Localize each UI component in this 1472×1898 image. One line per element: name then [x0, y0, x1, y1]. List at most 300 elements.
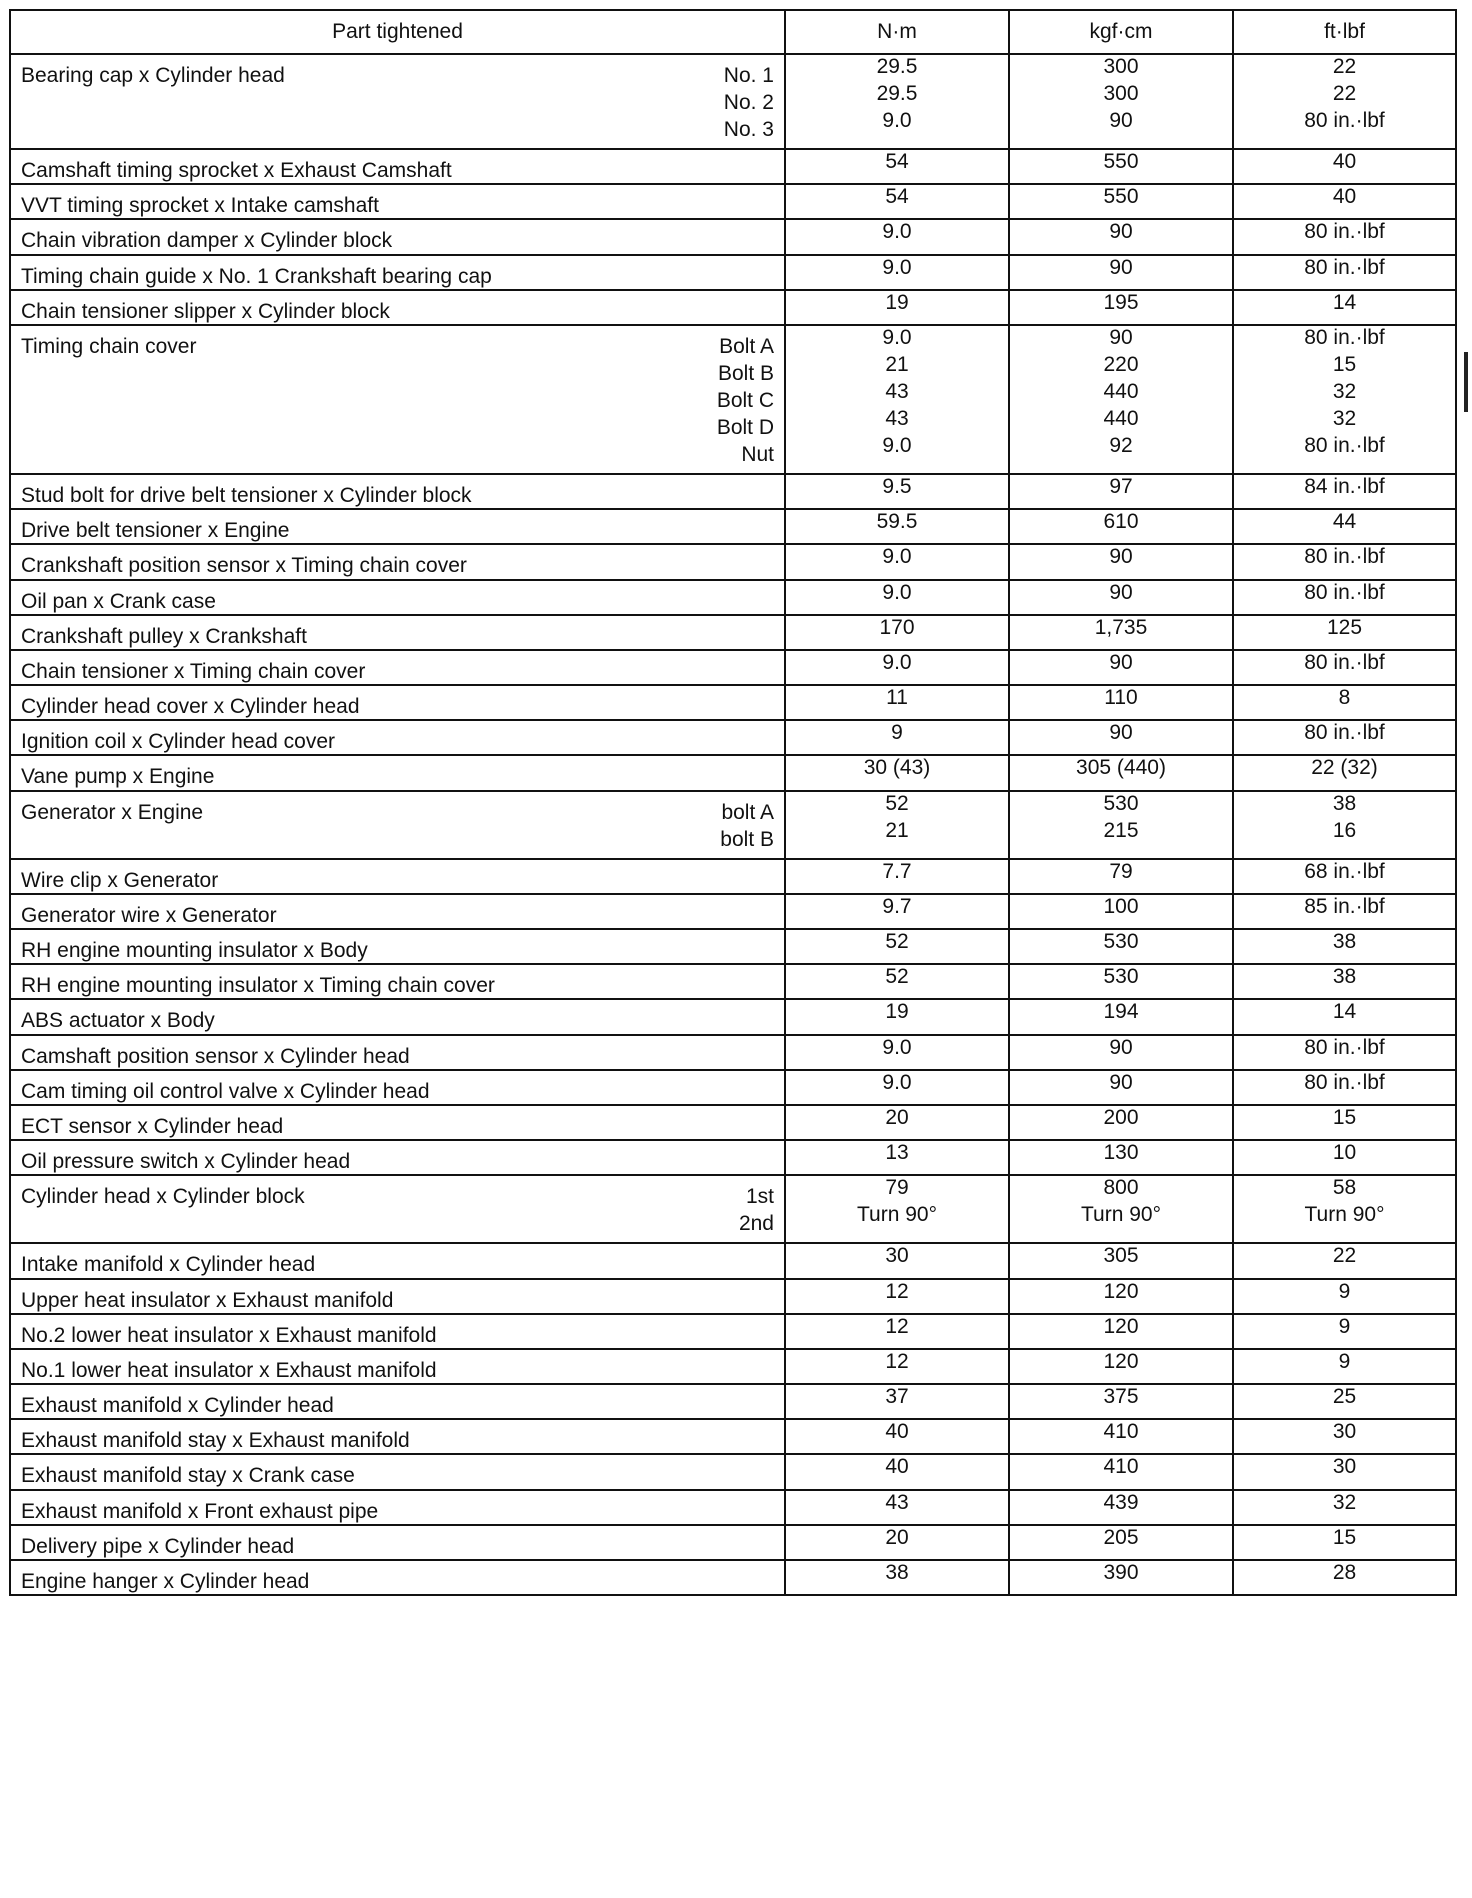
torque-value: 15: [1332, 1105, 1357, 1129]
torque-value: 9.0: [882, 325, 912, 349]
torque-value: 130: [1103, 1141, 1139, 1165]
torque-value: 440: [1103, 406, 1139, 430]
torque-value: 90: [1109, 325, 1133, 349]
torque-value: 9.0: [882, 109, 912, 132]
part-name: Ignition coil x Cylinder head cover: [21, 730, 335, 754]
table-row: [10, 685, 1456, 720]
part-cell: [10, 1105, 785, 1140]
part-cell: [10, 615, 785, 650]
torque-value: 38: [1332, 791, 1357, 815]
torque-value: 439: [1103, 1490, 1139, 1514]
torque-value: Turn 90°: [1304, 1203, 1385, 1227]
ftlbf-cell: [1233, 544, 1456, 579]
nm-cell: [785, 474, 1009, 509]
part-cell: [10, 544, 785, 579]
part-name: Vane pump x Engine: [21, 765, 215, 789]
torque-value: 80 in.·lbf: [1304, 545, 1385, 569]
nm-cell: [785, 1384, 1009, 1419]
torque-value: 90: [1109, 580, 1133, 604]
table-row: [10, 1035, 1456, 1070]
kgfcm-cell: [1009, 1035, 1233, 1070]
torque-value: 43: [885, 379, 909, 403]
ftlbf-cell: [1233, 615, 1456, 650]
part-cell: [10, 859, 785, 894]
ftlbf-cell: [1233, 1035, 1456, 1070]
torque-value: 40: [885, 1455, 909, 1479]
part-cell: [10, 54, 785, 149]
part-sub-label: 2nd: [738, 1212, 774, 1236]
part-name: RH engine mounting insulator x Body: [21, 939, 368, 962]
part-name: No.1 lower heat insulator x Exhaust manifold: [21, 1358, 437, 1382]
torque-value: 32: [1332, 379, 1357, 403]
torque-value: 410: [1103, 1420, 1139, 1444]
nm-cell: [785, 894, 1009, 929]
torque-value: 44: [1332, 510, 1357, 534]
table-row: [10, 54, 1456, 149]
torque-value: 12: [885, 1349, 909, 1373]
ftlbf-cell: [1233, 1560, 1456, 1595]
part-sub-label: Bolt A: [719, 334, 774, 358]
part-cell: [10, 255, 785, 290]
part-name: Oil pan x Crank case: [21, 589, 216, 613]
torque-value: 40: [1332, 150, 1357, 173]
torque-value: 9.0: [882, 580, 912, 604]
part-cell: [10, 290, 785, 325]
part-name: Exhaust manifold stay x Exhaust manifold: [21, 1429, 410, 1453]
torque-value: 300: [1103, 55, 1139, 78]
header-kgfcm: kgf·cm: [1009, 10, 1233, 54]
ftlbf-cell: [1233, 1175, 1456, 1243]
nm-cell: [785, 1175, 1009, 1243]
torque-value: 9.0: [882, 255, 912, 279]
ftlbf-cell: [1233, 1070, 1456, 1105]
part-cell: [10, 1349, 785, 1384]
part-name: No.2 lower heat insulator x Exhaust manifold: [21, 1323, 437, 1347]
torque-value: 22: [1332, 55, 1357, 78]
table-row: [10, 999, 1456, 1034]
ftlbf-cell: [1233, 1105, 1456, 1140]
part-name: Generator wire x Generator: [21, 903, 277, 927]
table-row: [10, 964, 1456, 999]
table-row: [10, 509, 1456, 544]
kgfcm-cell: [1009, 474, 1233, 509]
nm-cell: [785, 964, 1009, 999]
ftlbf-cell: [1233, 54, 1456, 149]
ftlbf-cell: [1233, 1454, 1456, 1489]
part-name: Camshaft timing sprocket x Exhaust Camshaft: [21, 159, 452, 182]
torque-value: 9.0: [882, 433, 912, 457]
torque-value: 9: [1338, 1279, 1351, 1303]
torque-value: 25: [1332, 1385, 1357, 1409]
ftlbf-cell: [1233, 964, 1456, 999]
header-row: [10, 10, 1456, 54]
kgfcm-cell: [1009, 1105, 1233, 1140]
ftlbf-cell: [1233, 1314, 1456, 1349]
nm-cell: [785, 1419, 1009, 1454]
nm-cell: [785, 859, 1009, 894]
nm-cell: [785, 509, 1009, 544]
kgfcm-cell: [1009, 325, 1233, 474]
table-row: [10, 1314, 1456, 1349]
torque-value: 80 in.·lbf: [1304, 109, 1385, 132]
torque-value: 194: [1103, 1000, 1139, 1024]
part-name: Chain tensioner slipper x Cylinder block: [21, 299, 390, 323]
torque-value: 100: [1103, 894, 1139, 918]
table-row: [10, 474, 1456, 509]
kgfcm-cell: [1009, 791, 1233, 859]
torque-value: 390: [1103, 1561, 1139, 1584]
torque-value: 30: [1332, 1420, 1357, 1444]
torque-value: 300: [1103, 82, 1139, 105]
torque-value: 90: [1109, 220, 1133, 244]
nm-cell: [785, 720, 1009, 755]
nm-cell: [785, 1279, 1009, 1314]
part-name: Exhaust manifold x Cylinder head: [21, 1394, 334, 1418]
torque-value: 79: [885, 1176, 909, 1200]
part-cell: [10, 325, 785, 474]
torque-value: 15: [1332, 1525, 1357, 1549]
table-row: [10, 325, 1456, 474]
part-cell: [10, 755, 785, 790]
torque-value: 19: [885, 290, 909, 314]
torque-value: 12: [885, 1314, 909, 1338]
torque-value: 12: [885, 1279, 909, 1303]
nm-cell: [785, 1454, 1009, 1489]
torque-value: 610: [1103, 510, 1139, 534]
table-row: [10, 1525, 1456, 1560]
torque-value: 80 in.·lbf: [1304, 1070, 1385, 1094]
ftlbf-cell: [1233, 791, 1456, 859]
torque-value: 9: [891, 721, 903, 745]
kgfcm-cell: [1009, 509, 1233, 544]
torque-value: 90: [1109, 650, 1133, 674]
torque-value: 170: [879, 615, 915, 639]
torque-value: 68 in.·lbf: [1304, 859, 1385, 883]
header-ftlbf: ft·lbf: [1233, 10, 1456, 54]
torque-value: 530: [1103, 930, 1139, 953]
part-cell: [10, 791, 785, 859]
torque-value: 80 in.·lbf: [1304, 433, 1385, 457]
torque-value: 9.0: [882, 650, 912, 674]
ftlbf-cell: [1233, 290, 1456, 325]
kgfcm-cell: [1009, 1314, 1233, 1349]
kgfcm-cell: [1009, 650, 1233, 685]
part-cell: [10, 1454, 785, 1489]
ftlbf-cell: [1233, 509, 1456, 544]
kgfcm-cell: [1009, 1175, 1233, 1243]
ftlbf-cell: [1233, 1349, 1456, 1384]
ftlbf-cell: [1233, 1279, 1456, 1314]
torque-value: 8: [1338, 686, 1351, 710]
part-cell: [10, 184, 785, 219]
part-cell: [10, 999, 785, 1034]
torque-value: 40: [1332, 185, 1357, 209]
kgfcm-cell: [1009, 255, 1233, 290]
nm-cell: [785, 1035, 1009, 1070]
part-name: VVT timing sprocket x Intake camshaft: [21, 194, 379, 218]
torque-value: 16: [1332, 818, 1357, 842]
torque-value: 120: [1103, 1279, 1139, 1303]
torque-value: 9: [1338, 1314, 1351, 1338]
torque-value: 32: [1332, 1490, 1357, 1514]
torque-value: 20: [885, 1105, 909, 1129]
torque-value: 9.7: [882, 894, 912, 918]
part-cell: [10, 1140, 785, 1175]
torque-value: 43: [885, 406, 909, 430]
ftlbf-cell: [1233, 1525, 1456, 1560]
kgfcm-cell: [1009, 859, 1233, 894]
table-row: [10, 859, 1456, 894]
torque-spec-table: [9, 9, 1457, 1596]
torque-value: 125: [1326, 615, 1363, 639]
part-sub-label: No. 2: [723, 91, 774, 114]
part-name: Oil pressure switch x Cylinder head: [21, 1150, 351, 1174]
header-part-tightened: Part tightened: [10, 10, 785, 54]
part-name: Chain vibration damper x Cylinder block: [21, 229, 393, 253]
nm-cell: [785, 615, 1009, 650]
kgfcm-cell: [1009, 580, 1233, 615]
part-name: Camshaft position sensor x Cylinder head: [21, 1044, 410, 1068]
torque-value: 30 (43): [863, 756, 931, 780]
nm-cell: [785, 755, 1009, 790]
nm-cell: [785, 1140, 1009, 1175]
kgfcm-cell: [1009, 1525, 1233, 1560]
torque-value: 15: [1332, 352, 1357, 376]
torque-value: 11: [886, 686, 908, 710]
torque-value: 90: [1109, 1070, 1133, 1094]
torque-value: 90: [1109, 109, 1133, 132]
part-cell: [10, 474, 785, 509]
kgfcm-cell: [1009, 1490, 1233, 1525]
part-name: Cam timing oil control valve x Cylinder head: [21, 1079, 430, 1103]
kgfcm-cell: [1009, 1419, 1233, 1454]
torque-value: 54: [885, 150, 909, 173]
part-cell: [10, 685, 785, 720]
torque-value: 80 in.·lbf: [1304, 255, 1385, 279]
torque-value: 43: [885, 1490, 909, 1514]
torque-value: 800: [1103, 1176, 1139, 1200]
part-cell: [10, 929, 785, 964]
part-cell: [10, 1070, 785, 1105]
torque-value: 120: [1103, 1349, 1139, 1373]
ftlbf-cell: [1233, 325, 1456, 474]
ftlbf-cell: [1233, 999, 1456, 1034]
torque-value: 90: [1109, 255, 1133, 279]
table-row: [10, 255, 1456, 290]
table-row: [10, 290, 1456, 325]
part-name: Crankshaft pulley x Crankshaft: [21, 624, 307, 648]
part-cell: [10, 509, 785, 544]
part-cell: [10, 894, 785, 929]
nm-cell: [785, 54, 1009, 149]
table-row: [10, 1175, 1456, 1243]
torque-value: 375: [1103, 1385, 1139, 1409]
table-row: [10, 1105, 1456, 1140]
table-row: [10, 1140, 1456, 1175]
torque-value: 52: [885, 930, 909, 953]
nm-cell: [785, 580, 1009, 615]
torque-value: 80 in.·lbf: [1304, 220, 1385, 244]
torque-value: 305: [1103, 1244, 1139, 1268]
kgfcm-cell: [1009, 54, 1233, 149]
table-row: [10, 1490, 1456, 1525]
table-row: [10, 1419, 1456, 1454]
part-cell: [10, 219, 785, 254]
kgfcm-cell: [1009, 964, 1233, 999]
part-cell: [10, 1384, 785, 1419]
torque-value: 52: [885, 791, 909, 815]
part-sub-label: Bolt B: [717, 361, 774, 385]
torque-value: 14: [1332, 1000, 1357, 1024]
table-row: [10, 894, 1456, 929]
torque-value: 54: [885, 185, 909, 209]
torque-value: 97: [1109, 474, 1133, 498]
torque-value: 9: [1338, 1349, 1351, 1373]
part-sub-label: 1st: [745, 1185, 774, 1209]
nm-cell: [785, 999, 1009, 1034]
torque-value: 550: [1103, 185, 1139, 209]
part-cell: [10, 580, 785, 615]
ftlbf-cell: [1233, 859, 1456, 894]
torque-value: 22: [1332, 1244, 1357, 1268]
table-row: [10, 219, 1456, 254]
torque-value: 13: [885, 1141, 909, 1165]
torque-value: 38: [885, 1561, 909, 1584]
torque-value: Turn 90°: [857, 1203, 937, 1227]
kgfcm-cell: [1009, 1243, 1233, 1278]
kgfcm-cell: [1009, 544, 1233, 579]
part-cell: [10, 650, 785, 685]
torque-value: 28: [1332, 1561, 1357, 1584]
torque-value: 29.5: [876, 82, 918, 105]
torque-value: 32: [1332, 406, 1357, 430]
header-nm: N·m: [785, 10, 1009, 54]
part-name: Wire clip x Generator: [21, 868, 219, 892]
table-row: [10, 1560, 1456, 1595]
part-name: Upper heat insulator x Exhaust manifold: [21, 1288, 394, 1312]
table-row: [10, 615, 1456, 650]
nm-cell: [785, 184, 1009, 219]
kgfcm-cell: [1009, 615, 1233, 650]
nm-cell: [785, 1070, 1009, 1105]
torque-value: 80 in.·lbf: [1304, 650, 1385, 674]
kgfcm-cell: [1009, 929, 1233, 964]
part-sub-label: No. 3: [723, 118, 774, 141]
nm-cell: [785, 685, 1009, 720]
nm-cell: [785, 1560, 1009, 1595]
torque-value: 29.5: [876, 55, 918, 78]
part-sub-label: Nut: [741, 442, 774, 466]
torque-value: 550: [1103, 150, 1139, 173]
part-sub-label: bolt A: [721, 800, 774, 824]
table-row: [10, 929, 1456, 964]
part-name: Stud bolt for drive belt tensioner x Cylinder block: [21, 483, 472, 507]
torque-value: 440: [1103, 379, 1139, 403]
margin-tab-mark: [1464, 352, 1468, 412]
part-name: Timing chain cover: [21, 334, 197, 358]
nm-cell: [785, 149, 1009, 184]
table-row: [10, 1454, 1456, 1489]
ftlbf-cell: [1233, 650, 1456, 685]
torque-value: 9.0: [882, 545, 912, 569]
ftlbf-cell: [1233, 149, 1456, 184]
part-cell: [10, 1035, 785, 1070]
part-cell: [10, 1314, 785, 1349]
part-name: Intake manifold x Cylinder head: [21, 1253, 316, 1277]
torque-value: 80 in.·lbf: [1304, 580, 1385, 604]
torque-value: 305 (440): [1076, 756, 1166, 780]
ftlbf-cell: [1233, 1243, 1456, 1278]
torque-value: 30: [885, 1244, 909, 1268]
torque-value: 1,735: [1094, 615, 1148, 639]
part-name: Exhaust manifold stay x Crank case: [21, 1464, 355, 1488]
table-row: [10, 1243, 1456, 1278]
part-name: Drive belt tensioner x Engine: [21, 519, 290, 543]
kgfcm-cell: [1009, 219, 1233, 254]
torque-value: 79: [1109, 859, 1133, 883]
table-row: [10, 544, 1456, 579]
torque-value: 410: [1103, 1455, 1139, 1479]
part-name: ECT sensor x Cylinder head: [21, 1114, 284, 1138]
table-row: [10, 1349, 1456, 1384]
torque-value: 19: [885, 1000, 909, 1024]
part-cell: [10, 149, 785, 184]
torque-value: 90: [1109, 721, 1133, 745]
part-cell: [10, 1243, 785, 1278]
nm-cell: [785, 1349, 1009, 1384]
part-cell: [10, 1560, 785, 1595]
part-name: Delivery pipe x Cylinder head: [21, 1534, 295, 1558]
ftlbf-cell: [1233, 474, 1456, 509]
kgfcm-cell: [1009, 184, 1233, 219]
part-sub-label: bolt B: [720, 827, 774, 851]
ftlbf-cell: [1233, 1140, 1456, 1175]
torque-value: 215: [1103, 818, 1139, 842]
part-cell: [10, 1175, 785, 1243]
torque-value: 200: [1103, 1105, 1139, 1129]
torque-value: 80 in.·lbf: [1304, 1035, 1385, 1059]
torque-value: 30: [1332, 1455, 1357, 1479]
torque-value: 21: [885, 352, 909, 376]
torque-value: 85 in.·lbf: [1304, 894, 1385, 918]
torque-value: 205: [1103, 1525, 1139, 1549]
ftlbf-cell: [1233, 580, 1456, 615]
kgfcm-cell: [1009, 755, 1233, 790]
kgfcm-cell: [1009, 1279, 1233, 1314]
nm-cell: [785, 1314, 1009, 1349]
table-row: [10, 184, 1456, 219]
ftlbf-cell: [1233, 929, 1456, 964]
nm-cell: [785, 791, 1009, 859]
torque-value: 80 in.·lbf: [1304, 325, 1385, 349]
part-sub-label: Bolt D: [716, 415, 774, 439]
nm-cell: [785, 219, 1009, 254]
torque-value: 84 in.·lbf: [1304, 474, 1385, 498]
kgfcm-cell: [1009, 1454, 1233, 1489]
part-cell: [10, 964, 785, 999]
torque-value: 9.0: [882, 220, 912, 244]
nm-cell: [785, 1105, 1009, 1140]
part-name: Generator x Engine: [21, 800, 204, 824]
kgfcm-cell: [1009, 720, 1233, 755]
kgfcm-cell: [1009, 999, 1233, 1034]
ftlbf-cell: [1233, 255, 1456, 290]
torque-value: 59.5: [876, 510, 918, 534]
torque-value: 37: [885, 1385, 909, 1409]
table-row: [10, 1384, 1456, 1419]
table-body: [10, 54, 1456, 1595]
part-name: Bearing cap x Cylinder head: [21, 64, 285, 87]
